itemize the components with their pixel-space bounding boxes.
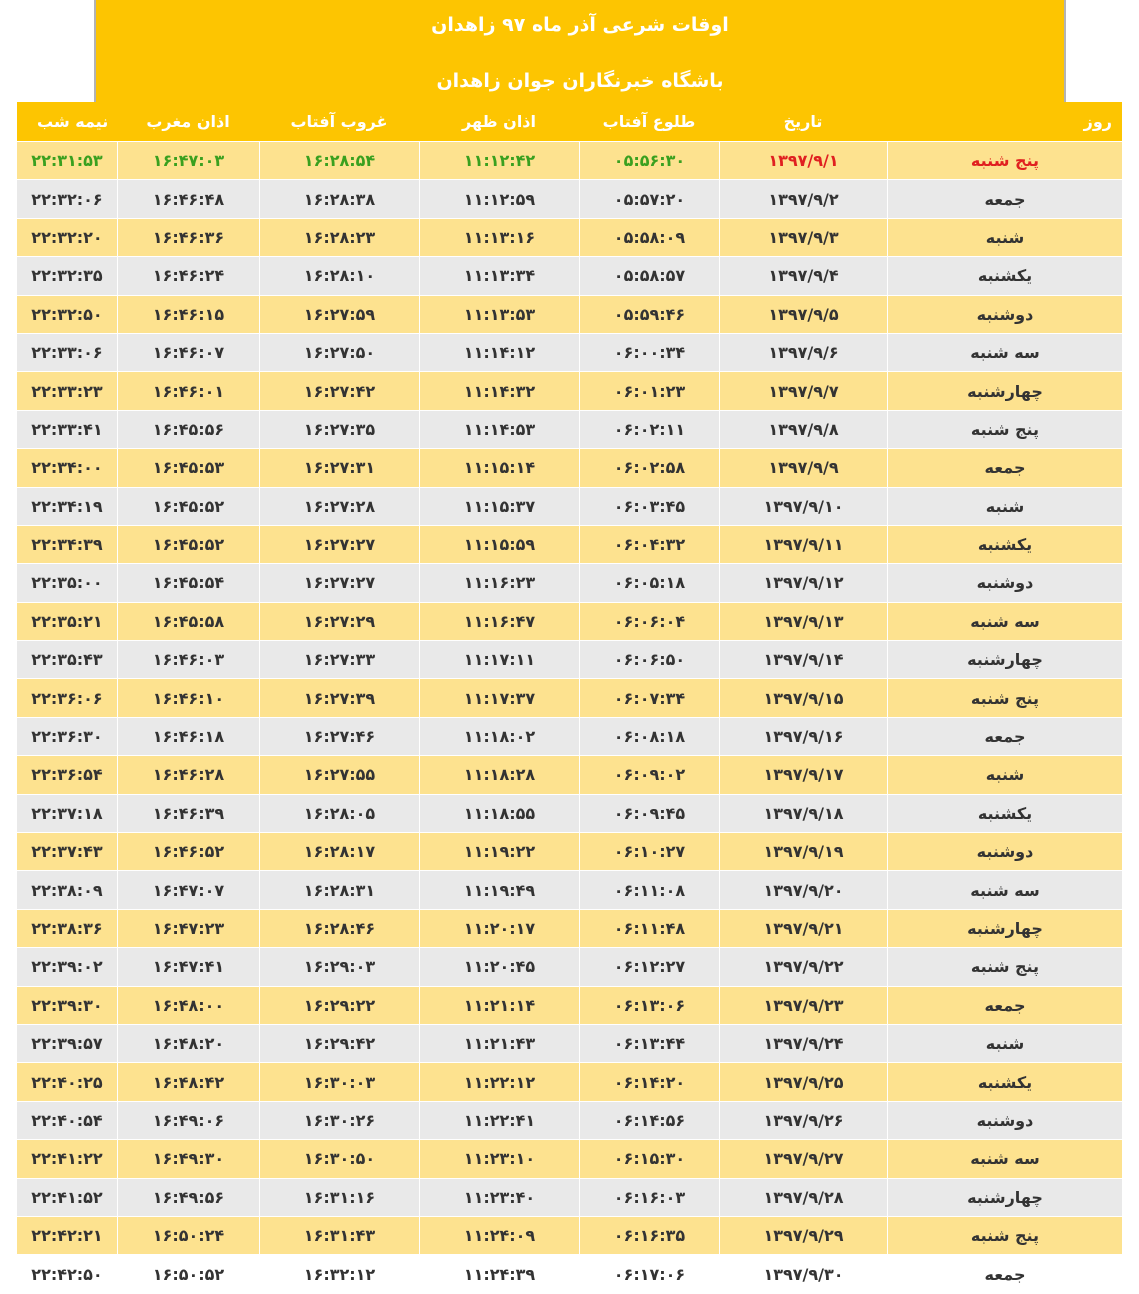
cell-day: دوشنبه [887, 833, 1122, 870]
cell-midnight: ۲۲:۳۵:۴۳ [31, 650, 103, 670]
cell-noon: ۱۱:۱۶:۴۷ [419, 603, 579, 640]
cell-date: ۱۳۹۷/۹/۲۴ [719, 1025, 887, 1062]
cell-noon: ۱۱:۲۰:۱۷ [419, 910, 579, 947]
table-row [17, 257, 1122, 295]
cell-maghrib: ۱۶:۴۶:۰۳ [117, 641, 259, 678]
cell-sunrise: ۰۶:۰۶:۰۴ [579, 603, 719, 640]
cell-day: جمعه [887, 718, 1122, 755]
cell-noon: ۱۱:۱۳:۳۴ [419, 257, 579, 294]
cell-date: ۱۳۹۷/۹/۲۵ [719, 1063, 887, 1100]
cell-maghrib: ۱۶:۴۶:۱۸ [117, 718, 259, 755]
cell-sunset: ۱۶:۳۱:۱۶ [259, 1179, 419, 1216]
cell-day: جمعه [887, 449, 1122, 486]
cell-midnight: ۲۲:۳۵:۲۱ [31, 611, 103, 631]
cell-sunrise: ۰۶:۰۱:۲۳ [579, 372, 719, 409]
cell-day: پنج شنبه [887, 411, 1122, 448]
cell-sunset: ۱۶:۳۲:۱۲ [259, 1255, 419, 1293]
cell-day: سه شنبه [887, 871, 1122, 908]
cell-midnight: ۲۲:۳۵:۰۰ [31, 573, 103, 593]
table-row [17, 756, 1122, 794]
table-row [17, 1179, 1122, 1217]
cell-date: ۱۳۹۷/۹/۱۱ [719, 526, 887, 563]
cell-midnight: ۲۲:۳۳:۰۶ [31, 343, 103, 363]
cell-midnight: ۲۲:۳۹:۳۰ [31, 995, 103, 1015]
cell-midnight: ۲۲:۳۷:۴۳ [31, 842, 103, 862]
cell-midnight: ۲۲:۴۰:۲۵ [31, 1072, 103, 1092]
cell-sunset: ۱۶:۳۰:۰۳ [259, 1063, 419, 1100]
cell-day: چهارشنبه [887, 910, 1122, 947]
cell-maghrib: ۱۶:۴۸:۲۰ [117, 1025, 259, 1062]
cell-sunrise: ۰۶:۰۹:۰۲ [579, 756, 719, 793]
cell-midnight: ۲۲:۳۶:۳۰ [31, 727, 103, 747]
cell-midnight: ۲۲:۴۲:۵۰ [31, 1265, 103, 1285]
cell-date: ۱۳۹۷/۹/۲۶ [719, 1102, 887, 1139]
cell-sunrise: ۰۵:۵۸:۵۷ [579, 257, 719, 294]
header-maghrib: اذان مغرب [146, 112, 230, 131]
cell-noon: ۱۱:۱۵:۵۹ [419, 526, 579, 563]
prayer-times-table [17, 102, 1122, 1294]
cell-sunset: ۱۶:۲۷:۵۹ [259, 296, 419, 333]
title-banner [94, 0, 1066, 102]
cell-date: ۱۳۹۷/۹/۱۶ [719, 718, 887, 755]
cell-midnight: ۲۲:۴۱:۲۲ [31, 1149, 103, 1169]
cell-maghrib: ۱۶:۴۶:۳۶ [117, 219, 259, 256]
cell-day: دوشنبه [887, 296, 1122, 333]
cell-noon: ۱۱:۱۴:۵۳ [419, 411, 579, 448]
cell-sunrise: ۰۶:۱۵:۳۰ [579, 1140, 719, 1177]
cell-sunrise: ۰۵:۵۹:۴۶ [579, 296, 719, 333]
cell-sunrise: ۰۶:۰۵:۱۸ [579, 564, 719, 601]
cell-maghrib: ۱۶:۵۰:۵۲ [117, 1255, 259, 1293]
cell-sunrise: ۰۶:۰۲:۵۸ [579, 449, 719, 486]
cell-sunrise: ۰۶:۰۶:۵۰ [579, 641, 719, 678]
cell-day: سه شنبه [887, 603, 1122, 640]
cell-midnight: ۲۲:۳۳:۴۱ [31, 419, 103, 439]
header-noon: اذان ظهر [462, 112, 536, 131]
cell-sunrise: ۰۶:۱۳:۰۶ [579, 987, 719, 1024]
table-row [17, 142, 1122, 180]
cell-day: جمعه [887, 987, 1122, 1024]
cell-date: ۱۳۹۷/۹/۷ [719, 372, 887, 409]
cell-midnight: ۲۲:۳۶:۵۴ [31, 765, 103, 785]
cell-sunset: ۱۶:۲۷:۳۳ [259, 641, 419, 678]
cell-noon: ۱۱:۱۳:۱۶ [419, 219, 579, 256]
cell-day: چهارشنبه [887, 1179, 1122, 1216]
cell-sunset: ۱۶:۲۷:۳۵ [259, 411, 419, 448]
cell-midnight: ۲۲:۳۸:۰۹ [31, 880, 103, 900]
cell-day: یکشنبه [887, 1063, 1122, 1100]
cell-maghrib: ۱۶:۴۸:۴۲ [117, 1063, 259, 1100]
table-row [17, 334, 1122, 372]
cell-midnight: ۲۲:۳۴:۰۰ [31, 458, 103, 478]
table-row [17, 795, 1122, 833]
cell-maghrib: ۱۶:۴۵:۵۴ [117, 564, 259, 601]
cell-midnight: ۲۲:۳۹:۰۲ [31, 957, 103, 977]
cell-day: پنج شنبه [887, 948, 1122, 985]
cell-sunrise: ۰۶:۰۸:۱۸ [579, 718, 719, 755]
header-date: تاریخ [783, 112, 823, 131]
cell-sunset: ۱۶:۲۸:۲۳ [259, 219, 419, 256]
cell-sunset: ۱۶:۲۷:۵۵ [259, 756, 419, 793]
cell-sunrise: ۰۶:۱۲:۲۷ [579, 948, 719, 985]
cell-sunrise: ۰۶:۱۴:۲۰ [579, 1063, 719, 1100]
cell-noon: ۱۱:۱۳:۵۳ [419, 296, 579, 333]
table-row [17, 910, 1122, 948]
cell-sunrise: ۰۶:۰۹:۴۵ [579, 795, 719, 832]
cell-midnight: ۲۲:۳۹:۵۷ [31, 1034, 103, 1054]
cell-date: ۱۳۹۷/۹/۹ [719, 449, 887, 486]
table-row [17, 372, 1122, 410]
cell-sunrise: ۰۶:۰۳:۴۵ [579, 488, 719, 525]
cell-sunset: ۱۶:۲۷:۲۷ [259, 564, 419, 601]
cell-maghrib: ۱۶:۴۹:۵۶ [117, 1179, 259, 1216]
cell-maghrib: ۱۶:۴۶:۱۰ [117, 679, 259, 716]
cell-day: شنبه [887, 756, 1122, 793]
cell-date: ۱۳۹۷/۹/۲۲ [719, 948, 887, 985]
cell-noon: ۱۱:۱۶:۲۳ [419, 564, 579, 601]
cell-day: جمعه [887, 180, 1122, 217]
cell-maghrib: ۱۶:۴۸:۰۰ [117, 987, 259, 1024]
cell-date: ۱۳۹۷/۹/۱۹ [719, 833, 887, 870]
cell-maghrib: ۱۶:۴۵:۵۳ [117, 449, 259, 486]
cell-sunset: ۱۶:۲۹:۰۳ [259, 948, 419, 985]
cell-noon: ۱۱:۱۸:۲۸ [419, 756, 579, 793]
header-midnight: نیمه شب [37, 112, 109, 131]
cell-maghrib: ۱۶:۴۶:۲۴ [117, 257, 259, 294]
cell-sunset: ۱۶:۳۰:۲۶ [259, 1102, 419, 1139]
table-row [17, 219, 1122, 257]
table-row [17, 296, 1122, 334]
cell-noon: ۱۱:۲۲:۱۲ [419, 1063, 579, 1100]
table-row [17, 948, 1122, 986]
cell-midnight: ۲۲:۳۱:۵۳ [31, 151, 103, 171]
cell-day: شنبه [887, 1025, 1122, 1062]
cell-date: ۱۳۹۷/۹/۲۸ [719, 1179, 887, 1216]
cell-sunrise: ۰۶:۰۲:۱۱ [579, 411, 719, 448]
cell-sunset: ۱۶:۲۸:۳۸ [259, 180, 419, 217]
cell-sunset: ۱۶:۲۷:۴۲ [259, 372, 419, 409]
cell-noon: ۱۱:۲۲:۴۱ [419, 1102, 579, 1139]
cell-midnight: ۲۲:۳۷:۱۸ [31, 803, 103, 823]
cell-midnight: ۲۲:۳۲:۲۰ [31, 227, 103, 247]
cell-noon: ۱۱:۱۸:۵۵ [419, 795, 579, 832]
cell-day: شنبه [887, 488, 1122, 525]
cell-midnight: ۲۲:۳۶:۰۶ [31, 688, 103, 708]
cell-date: ۱۳۹۷/۹/۵ [719, 296, 887, 333]
cell-noon: ۱۱:۱۵:۱۴ [419, 449, 579, 486]
cell-noon: ۱۱:۱۲:۵۹ [419, 180, 579, 217]
cell-midnight: ۲۲:۳۸:۳۶ [31, 919, 103, 938]
cell-midnight: ۲۲:۳۴:۳۹ [31, 535, 103, 555]
cell-sunrise: ۰۶:۰۰:۳۴ [579, 334, 719, 371]
cell-date: ۱۳۹۷/۹/۱۸ [719, 795, 887, 832]
table-row [17, 1063, 1122, 1101]
page-title: اوقات شرعی آذر ماه ۹۷ زاهدان [431, 14, 729, 36]
cell-maghrib: ۱۶:۴۶:۴۸ [117, 180, 259, 217]
cell-sunset: ۱۶:۲۸:۳۱ [259, 871, 419, 908]
cell-noon: ۱۱:۱۹:۲۲ [419, 833, 579, 870]
cell-day: جمعه [887, 1255, 1122, 1293]
table-row [17, 1217, 1122, 1255]
cell-noon: ۱۱:۱۸:۰۲ [419, 718, 579, 755]
cell-maghrib: ۱۶:۴۶:۰۷ [117, 334, 259, 371]
cell-date: ۱۳۹۷/۹/۳ [719, 219, 887, 256]
cell-sunset: ۱۶:۲۷:۳۹ [259, 679, 419, 716]
cell-midnight: ۲۲:۴۲:۲۱ [31, 1226, 103, 1246]
table-row [17, 679, 1122, 717]
cell-maghrib: ۱۶:۴۵:۵۶ [117, 411, 259, 448]
cell-day: پنج شنبه [887, 679, 1122, 716]
cell-sunrise: ۰۶:۱۶:۳۵ [579, 1217, 719, 1254]
cell-noon: ۱۱:۲۱:۱۴ [419, 987, 579, 1024]
table-body [17, 142, 1122, 1294]
table-row [17, 1140, 1122, 1178]
cell-date: ۱۳۹۷/۹/۸ [719, 411, 887, 448]
cell-noon: ۱۱:۱۹:۴۹ [419, 871, 579, 908]
cell-date: ۱۳۹۷/۹/۴ [719, 257, 887, 294]
table-row [17, 718, 1122, 756]
cell-maghrib: ۱۶:۴۷:۲۳ [117, 910, 259, 947]
header-day: روز [1083, 112, 1112, 131]
cell-sunset: ۱۶:۲۷:۲۸ [259, 488, 419, 525]
cell-sunrise: ۰۶:۱۱:۴۸ [579, 910, 719, 947]
table-row [17, 411, 1122, 449]
cell-sunrise: ۰۶:۰۷:۳۴ [579, 679, 719, 716]
cell-noon: ۱۱:۱۷:۱۱ [419, 641, 579, 678]
cell-day: سه شنبه [887, 334, 1122, 371]
cell-date: ۱۳۹۷/۹/۲۱ [719, 910, 887, 947]
cell-sunset: ۱۶:۲۷:۲۹ [259, 603, 419, 640]
cell-sunrise: ۰۶:۱۴:۵۶ [579, 1102, 719, 1139]
cell-noon: ۱۱:۲۱:۴۳ [419, 1025, 579, 1062]
cell-date: ۱۳۹۷/۹/۱۳ [719, 603, 887, 640]
header-sunset: غروب آفتاب [290, 112, 388, 131]
cell-date: ۱۳۹۷/۹/۶ [719, 334, 887, 371]
cell-day: سه شنبه [887, 1140, 1122, 1177]
table-row [17, 180, 1122, 218]
cell-date: ۱۳۹۷/۹/۱۰ [719, 488, 887, 525]
cell-maghrib: ۱۶:۴۶:۲۸ [117, 756, 259, 793]
cell-noon: ۱۱:۲۴:۳۹ [419, 1255, 579, 1293]
cell-day: یکشنبه [887, 257, 1122, 294]
cell-sunrise: ۰۵:۵۷:۲۰ [579, 180, 719, 217]
cell-date: ۱۳۹۷/۹/۳۰ [719, 1255, 887, 1293]
cell-maghrib: ۱۶:۴۷:۰۷ [117, 871, 259, 908]
cell-maghrib: ۱۶:۴۷:۰۳ [117, 142, 259, 179]
table-row [17, 603, 1122, 641]
cell-noon: ۱۱:۲۰:۴۵ [419, 948, 579, 985]
cell-midnight: ۲۲:۳۳:۲۳ [31, 381, 103, 401]
cell-sunset: ۱۶:۲۸:۱۷ [259, 833, 419, 870]
cell-date: ۱۳۹۷/۹/۱۷ [719, 756, 887, 793]
cell-sunrise: ۰۶:۱۱:۰۸ [579, 871, 719, 908]
cell-date: ۱۳۹۷/۹/۱۲ [719, 564, 887, 601]
cell-noon: ۱۱:۱۲:۴۲ [419, 142, 579, 179]
table-row [17, 987, 1122, 1025]
cell-sunset: ۱۶:۲۸:۱۰ [259, 257, 419, 294]
cell-sunset: ۱۶:۲۸:۰۵ [259, 795, 419, 832]
cell-date: ۱۳۹۷/۹/۲۳ [719, 987, 887, 1024]
cell-maghrib: ۱۶:۴۶:۱۵ [117, 296, 259, 333]
cell-sunrise: ۰۵:۵۸:۰۹ [579, 219, 719, 256]
cell-maghrib: ۱۶:۴۵:۵۲ [117, 488, 259, 525]
cell-sunrise: ۰۶:۱۰:۲۷ [579, 833, 719, 870]
cell-midnight: ۲۲:۴۱:۵۲ [31, 1187, 103, 1207]
cell-sunset: ۱۶:۲۸:۵۴ [259, 142, 419, 179]
cell-sunset: ۱۶:۲۸:۴۶ [259, 910, 419, 947]
cell-sunset: ۱۶:۲۷:۵۰ [259, 334, 419, 371]
cell-sunrise: ۰۶:۱۶:۰۳ [579, 1179, 719, 1216]
cell-maghrib: ۱۶:۴۵:۵۸ [117, 603, 259, 640]
cell-maghrib: ۱۶:۴۶:۵۲ [117, 833, 259, 870]
cell-date: ۱۳۹۷/۹/۲ [719, 180, 887, 217]
cell-date: ۱۳۹۷/۹/۲۰ [719, 871, 887, 908]
cell-midnight: ۲۲:۳۲:۵۰ [31, 304, 103, 324]
cell-maghrib: ۱۶:۵۰:۲۴ [117, 1217, 259, 1254]
page-subtitle: باشگاه خبرنگاران جوان زاهدان [436, 70, 724, 92]
table-header-row [17, 102, 1122, 142]
cell-noon: ۱۱:۲۳:۱۰ [419, 1140, 579, 1177]
cell-date: ۱۳۹۷/۹/۱۵ [719, 679, 887, 716]
cell-sunrise: ۰۶:۱۷:۰۶ [579, 1255, 719, 1293]
cell-sunset: ۱۶:۲۷:۴۶ [259, 718, 419, 755]
cell-noon: ۱۱:۱۴:۱۲ [419, 334, 579, 371]
cell-day: چهارشنبه [887, 372, 1122, 409]
header-sunrise: طلوع آفتاب [602, 112, 696, 131]
cell-day: چهارشنبه [887, 641, 1122, 678]
cell-date: ۱۳۹۷/۹/۲۹ [719, 1217, 887, 1254]
cell-date: ۱۳۹۷/۹/۲۷ [719, 1140, 887, 1177]
table-row [17, 833, 1122, 871]
cell-sunset: ۱۶:۳۱:۴۳ [259, 1217, 419, 1254]
table-row [17, 449, 1122, 487]
cell-day: یکشنبه [887, 795, 1122, 832]
cell-sunrise: ۰۶:۰۴:۳۲ [579, 526, 719, 563]
cell-date: ۱۳۹۷/۹/۱۴ [719, 641, 887, 678]
cell-sunrise: ۰۶:۱۳:۴۴ [579, 1025, 719, 1062]
cell-sunset: ۱۶:۲۷:۲۷ [259, 526, 419, 563]
cell-midnight: ۲۲:۳۲:۰۶ [31, 189, 103, 209]
cell-midnight: ۲۲:۴۰:۵۴ [31, 1110, 103, 1130]
cell-date: ۱۳۹۷/۹/۱ [719, 142, 887, 179]
cell-maghrib: ۱۶:۴۷:۴۱ [117, 948, 259, 985]
cell-day: شنبه [887, 219, 1122, 256]
table-row [17, 1102, 1122, 1140]
table-row [17, 641, 1122, 679]
cell-sunrise: ۰۵:۵۶:۳۰ [579, 142, 719, 179]
cell-noon: ۱۱:۱۴:۳۲ [419, 372, 579, 409]
table-row [17, 871, 1122, 909]
cell-maghrib: ۱۶:۴۶:۰۱ [117, 372, 259, 409]
cell-maghrib: ۱۶:۴۹:۳۰ [117, 1140, 259, 1177]
cell-day: دوشنبه [887, 564, 1122, 601]
table-row [17, 1255, 1122, 1293]
table-row [17, 526, 1122, 564]
cell-noon: ۱۱:۱۷:۳۷ [419, 679, 579, 716]
table-row [17, 488, 1122, 526]
cell-sunset: ۱۶:۳۰:۵۰ [259, 1140, 419, 1177]
cell-maghrib: ۱۶:۴۹:۰۶ [117, 1102, 259, 1139]
cell-sunset: ۱۶:۲۹:۲۲ [259, 987, 419, 1024]
cell-day: دوشنبه [887, 1102, 1122, 1139]
cell-noon: ۱۱:۲۳:۴۰ [419, 1179, 579, 1216]
cell-midnight: ۲۲:۳۲:۳۵ [31, 266, 103, 286]
cell-noon: ۱۱:۱۵:۳۷ [419, 488, 579, 525]
cell-sunset: ۱۶:۲۹:۴۲ [259, 1025, 419, 1062]
table-row [17, 564, 1122, 602]
table-row [17, 1025, 1122, 1063]
cell-sunset: ۱۶:۲۷:۳۱ [259, 449, 419, 486]
cell-maghrib: ۱۶:۴۶:۳۹ [117, 795, 259, 832]
cell-day: پنج شنبه [887, 1217, 1122, 1254]
cell-day: پنج شنبه [887, 142, 1122, 179]
cell-day: یکشنبه [887, 526, 1122, 563]
cell-maghrib: ۱۶:۴۵:۵۲ [117, 526, 259, 563]
cell-midnight: ۲۲:۳۴:۱۹ [31, 496, 103, 516]
cell-noon: ۱۱:۲۴:۰۹ [419, 1217, 579, 1254]
